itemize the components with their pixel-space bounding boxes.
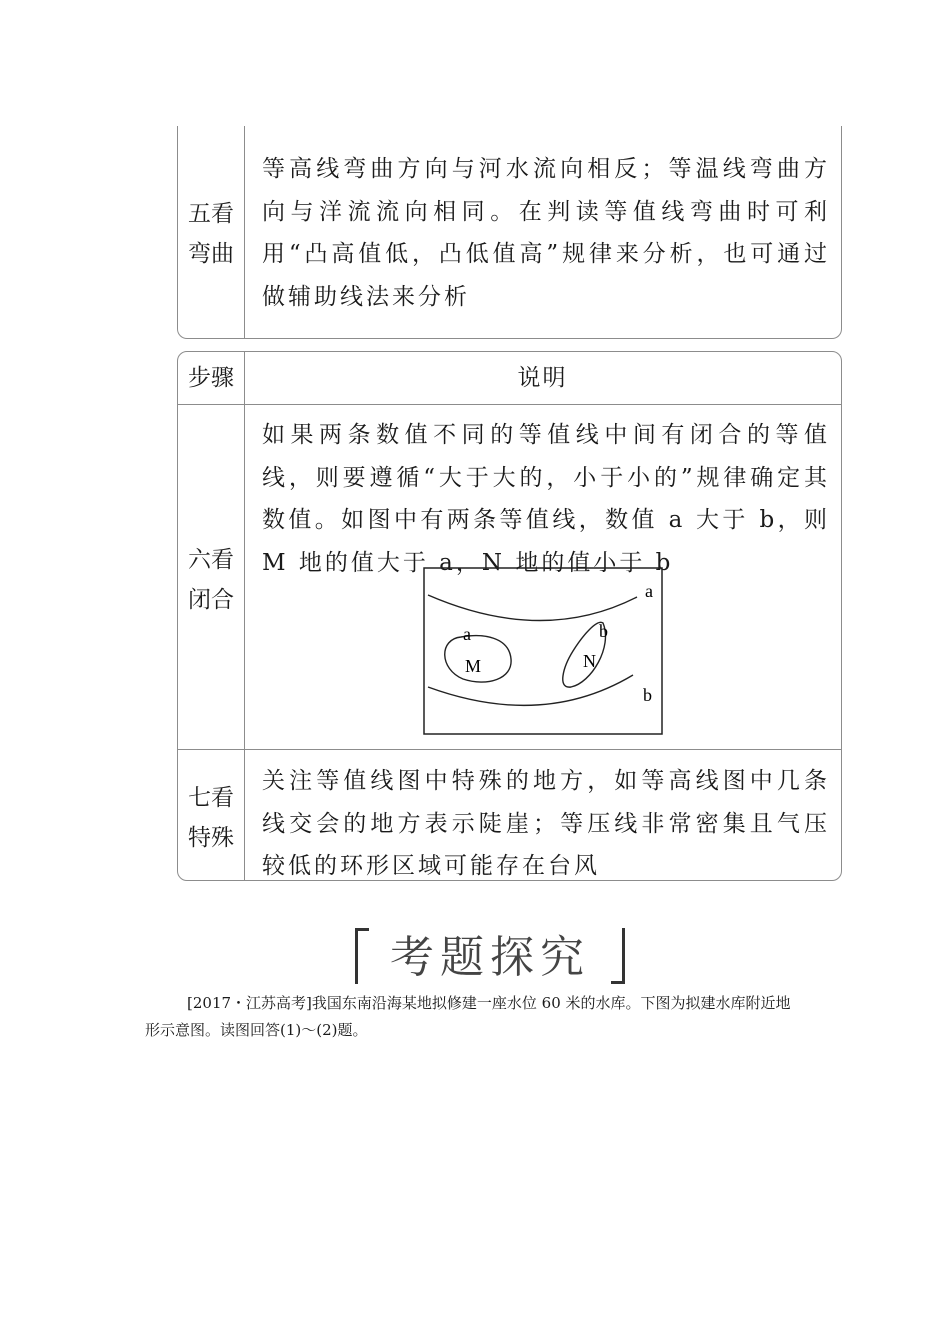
closure-contour-diagram	[423, 567, 663, 735]
steps-table	[177, 351, 842, 881]
contour-line-b	[428, 675, 633, 705]
header-divider	[178, 404, 841, 405]
table-continued	[177, 126, 842, 339]
column-divider	[244, 352, 245, 880]
section-title	[355, 928, 625, 988]
label-n: N	[583, 651, 596, 671]
step-label-special: 七看 特殊	[188, 785, 234, 851]
diagram-frame	[424, 568, 662, 734]
step-label-curvature: 五看 弯曲	[188, 201, 234, 267]
label-b-outer: b	[643, 685, 652, 705]
header-step: 步骤	[188, 365, 234, 391]
step-label-closure: 六看 闭合	[188, 547, 234, 613]
header-description: 说明	[517, 365, 568, 391]
bracket-right	[611, 928, 625, 984]
contour-line-a	[428, 595, 637, 621]
bracket-left	[355, 928, 369, 984]
step-description-curvature: 等高线弯曲方向与河水流向相反；等温线弯曲方向与洋流流向相同。在判读等值线弯曲时可利用“凸高值低，凸低值高”规律来分析，也可通过做辅助线法来分析	[262, 156, 830, 310]
column-divider	[244, 126, 245, 338]
step-description-closure: 如果两条数值不同的等值线中间有闭合的等值线，则要遵循“大于大的，小于小的”规律确定其数值。如图中有两条等值线，数值 a 大于 b，则 M 地的值大于 a，N 地的值小于 b	[262, 422, 830, 576]
row-divider	[178, 749, 841, 750]
step-description-special: 关注等值线图中特殊的地方，如等高线图中几条线交会的地方表示陡崖；等压线非常密集且气压较低的环形区域可能存在台风	[262, 768, 830, 879]
question-paragraph: [2017・江苏高考]我国东南沿海某地拟修建一座水位 60 米的水库。下图为拟建水库附近地形示意图。读图回答(1)～(2)题。	[145, 994, 791, 1039]
label-a-outer: a	[645, 581, 653, 601]
label-a-inner: a	[463, 624, 471, 644]
section-title-text: 考题探究	[390, 932, 590, 983]
label-b-inner: b	[599, 621, 608, 641]
label-m: M	[465, 656, 482, 676]
